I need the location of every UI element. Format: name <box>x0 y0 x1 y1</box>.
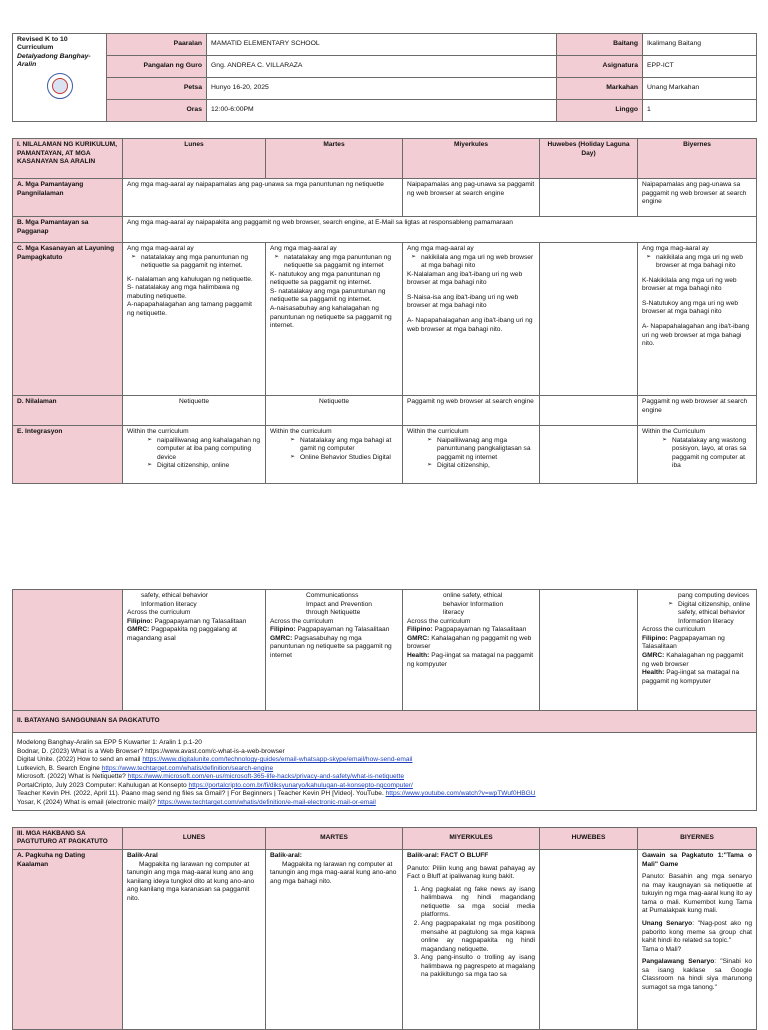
teacher-value: Gng. ANDREA C. VILLARAZA <box>207 56 557 78</box>
references-list <box>17 739 752 808</box>
competency-a: A- Napapahalagahan ang iba't-ibang uri ng web browser at mga bahagi nito. <box>407 316 533 333</box>
integration-heading: Within the curriculum <box>127 428 189 435</box>
health-value: Pag-iingat sa matagal na paggamit ng kompyuter <box>407 651 534 668</box>
reference-link[interactable]: https://www.digitalunite.com/technology-guides/email-whatsapp-skype/email/how-send-email <box>142 756 413 764</box>
competency-wednesday <box>403 243 540 396</box>
integration-monday <box>123 426 266 484</box>
teaching-steps-table <box>12 827 757 1030</box>
reference-item <box>17 782 752 791</box>
grade-label: Baitang <box>557 34 643 56</box>
activity-monday <box>123 850 266 1030</box>
row-label-performance-standards: B. Mga Pamantayan sa Pagganap <box>13 217 123 243</box>
health-label: Health: <box>407 651 430 659</box>
integration-bullet: ➢ Natatalakay ang wastong posisyon, layo, at oras sa paggamit ng computer at iba <box>672 437 752 471</box>
quarter-label: Markahan <box>557 78 643 100</box>
reference-item <box>17 773 752 782</box>
row-label-content: D. Nilalaman <box>13 396 123 426</box>
fact-bluff-item: 3. Ang pang-insulto o trolling ay isang halimbawa ng pagrespeto at magalang na pakikitungo sa mga tao sa <box>421 954 535 980</box>
content-tuesday: Netiquette <box>266 396 403 426</box>
activity-wednesday <box>403 850 540 1030</box>
integration-wednesday <box>403 426 540 484</box>
content-wednesday: Paggamit ng web browser at search engine <box>403 396 540 426</box>
reference-item <box>17 748 752 757</box>
competency-intro: Ang mga mag-aaral ay <box>642 245 709 252</box>
integration-text: Across the curriculum <box>407 617 471 625</box>
fact-bluff-item: 1. Ang pagkalat ng fake news ay isang halimbawa ng hindi magandang netiquette sa mga social media platforms. <box>421 886 535 920</box>
row-label-learning-competencies: C. Mga Kasanayan at Layuning Pampagkatuto <box>13 243 123 396</box>
row-label-integration: E. Integrasyon <box>13 426 123 484</box>
reference-text: Yosar, K (2024) What is email (electronic mail)? <box>17 798 158 806</box>
time-label: Oras <box>107 100 207 122</box>
integration-thursday <box>540 426 638 484</box>
day-header-friday: BIYERNES <box>638 828 757 850</box>
scenario2-text: : "Sinabi ko sa isang kaklase sa Google Classroom na hindi siya marunong sumagot sa mga tanong." <box>642 958 752 991</box>
competency-a: A-naisasabuhay ang kahalagahan ng panuntunan ng netiquette sa paggamit ng internet. <box>270 304 392 330</box>
subject-value: EPP-ICT <box>643 56 757 78</box>
integration-monday-cont <box>123 590 266 711</box>
activity-thursday <box>540 850 638 1030</box>
integration-bullet: ➢ Digital citizenship, <box>437 462 535 471</box>
reference-text: Lutkevich, B. Search Engine <box>17 764 102 772</box>
week-value: 1 <box>643 100 757 122</box>
day-header-wednesday: MIYERKULES <box>403 828 540 850</box>
competency-k: K- natutukoy ang mga panuntunan ng netiquette sa paggamit ng internet. <box>270 270 381 287</box>
competency-bullet: ➢ nakikilala ang mga uri ng web browser at mga bahagi nito <box>421 254 535 271</box>
curriculum-content-table <box>12 138 757 484</box>
day-header-tuesday: MARTES <box>266 828 403 850</box>
date-label: Petsa <box>107 78 207 100</box>
integration-text: safety, ethical behavior <box>141 592 208 599</box>
integration-friday-cont <box>638 590 757 711</box>
activity-title: Balik-aral: FACT O BLUFF <box>407 852 489 859</box>
reference-text: Modelong Banghay-Aralin sa EPP 5 Kuwarter 1: Aralin 1 p.1-20 <box>17 739 202 746</box>
integration-text: pang computing devices <box>678 592 750 599</box>
competency-intro: Ang mga mag-aaral ay <box>407 245 474 252</box>
fact-bluff-item: 2. Ang pagpapakalat ng mga positibong mensahe at pagtulong sa mga kapwa online ay nagpapakita ng hindi magandang netiquette. <box>421 920 535 954</box>
school-value: MAMATID ELEMENTARY SCHOOL <box>207 34 557 56</box>
integration-thursday-cont <box>540 590 638 711</box>
gmrc-label: GMRC: <box>270 634 293 642</box>
competency-friday <box>638 243 757 396</box>
references-cell <box>13 733 757 811</box>
reference-item <box>17 739 752 748</box>
header-table <box>12 33 757 122</box>
curriculum-title-cell <box>13 34 107 122</box>
integration-tuesday <box>266 426 403 484</box>
day-header-wednesday: Miyerkules <box>403 139 540 179</box>
reference-link[interactable]: https://www.techtarget.com/whatis/definition/search-engine <box>101 764 274 772</box>
curriculum-title: Revised K to 10 Curriculum <box>17 36 68 52</box>
day-header-thursday: HUWEBES <box>540 828 638 850</box>
filipino-label: Filipino: <box>270 626 296 634</box>
date-value: Hunyo 16-20, 2025 <box>207 78 557 100</box>
competency-bullet: ➢ natatalakay ang mga panuntunan ng netiquette sa paggamit ng internet <box>284 254 398 271</box>
reference-text: Digital Unite. (2022) How to send an email <box>17 756 143 764</box>
section3-heading: III. MGA HAKBANG SA PAGTUTURO AT PAGKATUTO <box>13 828 123 850</box>
content-standard-fri: Naipapamalas ang pag-unawa sa paggamit ng web browser at search engine <box>638 179 757 217</box>
scenario2-label: Pangalawang Senaryo <box>642 958 715 966</box>
integration-text: Communicationss <box>306 592 359 599</box>
integration-text: Impact and Prevention <box>306 600 372 608</box>
reference-text: Bodnar, D. (2023) What is a Web Browser? https://www.avast.com/c-what-is-a-web-browser <box>17 747 285 755</box>
section2-heading: II. BATAYANG SANGGUNIAN SA PAGKATUTO <box>13 711 757 733</box>
day-header-friday: Biyernes <box>638 139 757 179</box>
competency-k: K-Nakikilala ang mga uri ng web browser at mga bahagi nito <box>642 276 737 293</box>
competency-a: A-napapahalagahan ang tamang paggamit ng netiquette. <box>127 301 253 317</box>
subject-label: Asignatura <box>557 56 643 78</box>
integration-bullet: ➢ Digital citizenship, online <box>157 462 261 471</box>
day-header-tuesday: Martes <box>266 139 403 179</box>
activity-title: Balik-aral: <box>270 852 302 859</box>
scenario1-question: Tama o Mali? <box>642 945 682 953</box>
activity-title: Balik-Aral <box>127 852 158 859</box>
activity-friday <box>638 850 757 1030</box>
health-value: Pag-iingat sa matagal na paggamit ng kompyuter <box>642 669 740 685</box>
deped-seal-icon <box>47 73 73 99</box>
reference-item <box>17 790 752 799</box>
integration-heading: Within the curriculum <box>270 428 332 435</box>
content-friday: Paggamit ng web browser at search engine <box>638 396 757 426</box>
row-label-content-standards: A. Mga Pamantayang Pangnilalaman <box>13 179 123 217</box>
competency-k: K-Nalalaman ang iba't-ibang uri ng web browser at mga bahagi nito <box>407 270 523 287</box>
filipino-value: Pagpapayaman ng Talasalitaan <box>642 634 725 651</box>
day-header-monday: Lunes <box>123 139 266 179</box>
competency-bullet: ➢ natatalakay ang mga panuntunan ng netiquette sa paggamit ng internet. <box>141 254 261 271</box>
competency-intro: Ang mga mag-aaral ay <box>270 245 337 252</box>
integration-bullet: ➢ naipaliliwanag ang kahalagahan ng computer at iba pang computing device <box>157 437 261 463</box>
integration-heading: Within the Curriculum <box>642 428 706 435</box>
filipino-value: Pagpapayaman ng Talasalitaan <box>297 626 390 634</box>
reference-link[interactable]: https://www.techtarget.com/whatis/definition/e-mail-electronic-mail-or-email <box>157 798 376 806</box>
gmrc-label: GMRC: <box>127 626 150 634</box>
content-monday: Netiquette <box>123 396 266 426</box>
competency-k: K- nalalaman ang kahulugan ng netiquette. <box>127 275 253 283</box>
competency-tuesday <box>266 243 403 396</box>
reference-item <box>17 765 752 774</box>
gmrc-value: Pagsasabuhay ng mga panuntunan ng netiquette sa paggamit ng internet <box>270 634 392 659</box>
day-header-monday: LUNES <box>123 828 266 850</box>
integration-bullet: ➢ Digital citizenship, online safety, ethical behavior Information literacy <box>678 601 752 627</box>
time-value: 12:00-6:00PM <box>207 100 557 122</box>
scenario1-text: : "Nag-post ako ng paborito kong meme sa group chat kahit hindi ito related sa topic." <box>642 919 753 945</box>
competency-s: S- natatalakay ang mga halimbawa ng mabuting netiquette. <box>127 284 240 300</box>
scenario1-label: Unang Senaryo <box>642 919 693 927</box>
reference-text: Microsoft. (2022) What is Netiquette? <box>17 773 128 781</box>
activity-text: Magpakita ng larawan ng computer at tanungin ang mga mag-aaral kung ano ang kanilang ideya tungkol dito at kung ano-ano ang kanilang mga karanasan sa paggamit nito. <box>127 860 255 902</box>
performance-standard: Ang mga mag-aaral ay naipapakita ang paggamit ng web browser, search engine, at E-Mail sa ligtas at responsableng pamamaraan <box>123 217 757 243</box>
integration-text: through Netiquette <box>306 609 361 617</box>
integration-text: online safety, ethical <box>443 592 503 599</box>
filipino-label: Filipino: <box>407 626 433 634</box>
week-label: Linggo <box>557 100 643 122</box>
gmrc-value: Kahalagahan ng paggamit ng web browser <box>642 651 744 668</box>
content-standard-thu <box>540 179 638 217</box>
activity-text: Panuto: Piliin kung ang bawat pahayag ay Fact o Bluff at ipaliwanag kung bakit. <box>407 864 535 881</box>
integration-text: Information literacy <box>141 600 197 608</box>
day-header-thursday: Huwebes (Holiday Laguna Day) <box>540 139 638 179</box>
teacher-label: Pangalan ng Guro <box>107 56 207 78</box>
competency-s: S-Natutukoy ang mga uri ng web browser at mga bahagi nito <box>642 299 739 316</box>
integration-text: Across the curriculum <box>642 626 706 634</box>
integration-heading: Within the curriculum <box>407 428 469 435</box>
filipino-label: Filipino: <box>642 634 668 642</box>
reference-link[interactable]: https://portalcripto.com.br/fi/diksyunaryo/kahulugan-at-konsepto-ngcomputer/ <box>188 781 413 789</box>
integration-friday <box>638 426 757 484</box>
grade-value: Ikalimang Baitang <box>643 34 757 56</box>
activity-text: Panuto: Basahin ang mga senaryo na may kaugnayan sa netiquette at tukuyin ng mga mag-aaral kung ito ay tama o mali. Kumembot kung Tama at Pumalakpak kung mali. <box>642 873 752 915</box>
gmrc-value: Pagpapakita ng paggalang at magandang asal <box>127 626 237 642</box>
section1-heading: I. NILALAMAN NG KURIKULUM, PAMANTAYAN, AT MGA KASANAYAN SA ARALIN <box>13 139 123 179</box>
fact-bluff-list <box>407 886 535 980</box>
integration-bullet: ➢ Naipaliliwanag ang mga panuntunang pangkaligtasan sa paggamit ng internet <box>437 437 535 463</box>
quarter-value: Unang Markahan <box>643 78 757 100</box>
filipino-label: Filipino: <box>127 617 153 625</box>
integration-text: behavior Information <box>443 600 504 608</box>
filipino-value: Pagpapayaman ng Talasalitaan <box>154 617 247 625</box>
competency-s: S-Naisa-isa ang iba't-ibang uri ng web browser at mga bahagi nito <box>407 293 519 310</box>
reference-item <box>17 756 752 765</box>
reference-item <box>17 799 752 808</box>
integration-text: Across the curriculum <box>127 609 191 617</box>
content-thursday <box>540 396 638 426</box>
gmrc-value: Kahalagahan ng paggamit ng web browser <box>407 634 532 651</box>
competency-s: S- natatalakay ang mga panuntunan ng netiquette sa paggamit ng internet. <box>270 287 386 304</box>
competency-bullet: ➢ nakikilala ang mga uri ng web browser at mga bahagi nito <box>656 254 752 271</box>
competency-monday <box>123 243 266 396</box>
gmrc-label: GMRC: <box>407 634 430 642</box>
competency-thursday <box>540 243 638 396</box>
row-label-prior-knowledge: A. Pagkuha ng Dating Kaalaman <box>13 850 123 1030</box>
competency-intro: Ang mga mag-aaral ay <box>127 245 194 252</box>
integration-wednesday-cont <box>403 590 540 711</box>
reference-link[interactable]: https://www.microsoft.com/en-us/microsoft-365-life-hacks/privacy-and-safety/what-is-netiquette <box>127 773 404 781</box>
content-standard-mon-tue: Ang mga mag-aaral ay naipapamalas ang pag-unawa sa mga panuntunan ng netiquette <box>123 179 403 217</box>
activity-tuesday <box>266 850 403 1030</box>
activity-text: Magpakita ng larawan ng computer at tanungin ang mga mag-aaral kung ano-ano ang mga bahagi nito. <box>270 860 397 885</box>
gmrc-label: GMRC: <box>642 651 665 659</box>
reference-link[interactable]: https://www.youtube.com/watch?v=wpTWuf0HBGU <box>385 790 536 798</box>
health-label: Health: <box>642 669 665 677</box>
integration-text: Across the curriculum <box>270 617 334 625</box>
continuation-table <box>12 589 757 811</box>
lesson-plan-title: Detalyadong Banghay-Aralin <box>17 52 91 69</box>
content-standard-wed: Naipapamalas ang pag-unawa sa paggamit ng web browser at search engine <box>403 179 540 217</box>
activity-title: Gawain sa Pagkatuto 1:"Tama o Mali" Game <box>642 852 752 868</box>
continuation-label-cell <box>13 590 123 711</box>
reference-text: Teacher Kevin PH. (2022, April 11). Paano mag send ng files sa Gmail? | For Beginners | Teacher Kevin PH [Video]. YouTube. <box>17 790 386 798</box>
school-label: Paaralan <box>107 34 207 56</box>
integration-tuesday-cont <box>266 590 403 711</box>
competency-a: A- Napapahalagahan ang iba't-ibang uri ng web browser at mga bahagi nito. <box>642 322 750 348</box>
filipino-value: Pagpapayaman ng Talasalitaan <box>434 626 527 634</box>
integration-bullet: ➢ Natatalakay ang mga bahagi at gamit ng computer <box>300 437 398 454</box>
reference-text: PortalCripto, July 2023 Computer: Kahulugan at Konsepto <box>17 781 189 789</box>
integration-bullet: ➢ Online Behavior Studies Digital <box>300 454 398 463</box>
integration-text: literacy <box>443 609 464 617</box>
